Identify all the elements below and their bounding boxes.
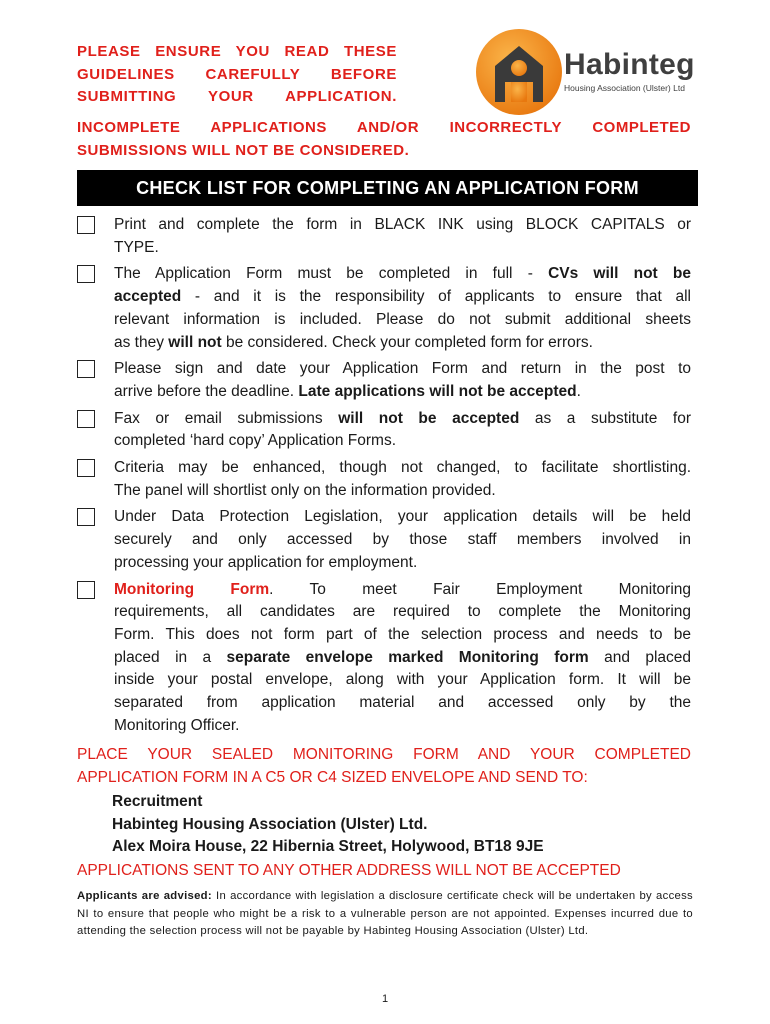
habinteg-logo-icon xyxy=(475,26,563,118)
item-text: securely and only accessed by those staff members involved in xyxy=(114,531,691,549)
advice-label: Applicants are advised: xyxy=(77,890,212,902)
item-text: Form. This does not form part of the selection process and needs to be xyxy=(114,625,691,643)
checklist-title: CHECK LIST FOR COMPLETING AN APPLICATION FORM xyxy=(77,170,698,206)
item-text: accepted - and it is the responsibility of applicants to ensure that all xyxy=(114,288,691,306)
item-text: as they will not be considered. Check your completed form for errors. xyxy=(114,333,593,351)
item-text: Please sign and date your Application Form and return in the post to xyxy=(114,360,691,378)
applicants-advice xyxy=(77,888,693,941)
item-text: Fax or email submissions will not be accepted as a substitute for xyxy=(114,409,691,427)
warning-line: PLEASE ENSURE YOU READ THESE xyxy=(77,43,397,60)
send-instructions xyxy=(77,744,691,789)
item-text: Under Data Protection Legislation, your application details will be held xyxy=(114,508,691,526)
item-text: processing your application for employment. xyxy=(114,553,418,571)
checklist-item xyxy=(77,263,691,354)
guidelines-warning xyxy=(77,41,397,109)
item-text: placed in a separate envelope marked Monitoring form and placed xyxy=(114,648,691,666)
address-line: Recruitment xyxy=(112,793,203,810)
page-number: 1 xyxy=(381,993,389,1005)
item-text: TYPE. xyxy=(114,238,159,256)
checkbox[interactable] xyxy=(77,581,95,599)
item-text: relevant information is included. Please do not submit additional sheets xyxy=(114,310,691,328)
send-line: APPLICATION FORM IN A C5 OR C4 SIZED ENVELOPE AND SEND TO: xyxy=(77,768,588,786)
item-text: completed ‘hard copy’ Application Forms. xyxy=(114,432,397,450)
item-text: Criteria may be enhanced, though not changed, to facilitate shortlisting. xyxy=(114,459,691,477)
checklist-item xyxy=(77,579,691,738)
logo-subtitle: Housing Association (Ulster) Ltd xyxy=(564,83,685,93)
checkbox[interactable] xyxy=(77,360,95,378)
item-text: The panel will shortlist only on the information provided. xyxy=(114,481,496,499)
checkbox[interactable] xyxy=(77,508,95,526)
checklist xyxy=(77,214,691,741)
warning-line: SUBMITTING YOUR APPLICATION. xyxy=(77,88,397,105)
item-text: arrive before the deadline. Late applications will not be accepted. xyxy=(114,382,581,400)
address-line: Alex Moira House, 22 Hibernia Street, Holywood, BT18 9JE xyxy=(112,838,544,855)
warning-line: GUIDELINES CAREFULLY BEFORE xyxy=(77,65,397,83)
checkbox[interactable] xyxy=(77,459,95,477)
logo-name: Habinteg xyxy=(564,48,695,81)
checklist-item xyxy=(77,506,691,574)
advice-text: In accordance with legislation a disclosure certificate check will be undertaken by access NI to ensure that people who might be a risk to a vulnerable person are not appointed. Expenses incurred due to attending the selection process will not be payable by Habinteg Housing Association (Ulster) Ltd. xyxy=(77,890,693,937)
postal-address xyxy=(112,791,544,859)
wrong-address-warning: APPLICATIONS SENT TO ANY OTHER ADDRESS WILL NOT BE ACCEPTED xyxy=(77,862,621,879)
checklist-item xyxy=(77,358,691,403)
item-text: separated from application material and accessed only by the xyxy=(114,694,691,712)
item-text: Monitoring Form. To meet Fair Employment Monitoring xyxy=(114,580,691,598)
checklist-item xyxy=(77,214,691,259)
send-line: PLACE YOUR SEALED MONITORING FORM AND YOUR COMPLETED xyxy=(77,746,691,763)
checkbox[interactable] xyxy=(77,216,95,234)
incomplete-warning xyxy=(77,117,691,162)
checkbox[interactable] xyxy=(77,410,95,428)
checkbox[interactable] xyxy=(77,265,95,283)
item-text: inside your postal envelope, along with your Application form. It will be xyxy=(114,671,691,689)
incomplete-line: SUBMISSIONS WILL NOT BE CONSIDERED. xyxy=(77,141,410,159)
item-text: Monitoring Officer. xyxy=(114,716,240,734)
item-text: requirements, all candidates are required to complete the Monitoring xyxy=(114,603,691,621)
checklist-item xyxy=(77,408,691,453)
item-text: The Application Form must be completed in full - CVs will not be xyxy=(114,265,692,283)
incomplete-line: INCOMPLETE APPLICATIONS AND/OR INCORRECTLY COMPLETED xyxy=(77,119,691,136)
habinteg-logo xyxy=(475,26,715,118)
item-text: Print and complete the form in BLACK INK using BLOCK CAPITALS or xyxy=(114,216,691,233)
checklist-item xyxy=(77,457,691,502)
address-line: Habinteg Housing Association (Ulster) Ltd. xyxy=(112,815,428,833)
